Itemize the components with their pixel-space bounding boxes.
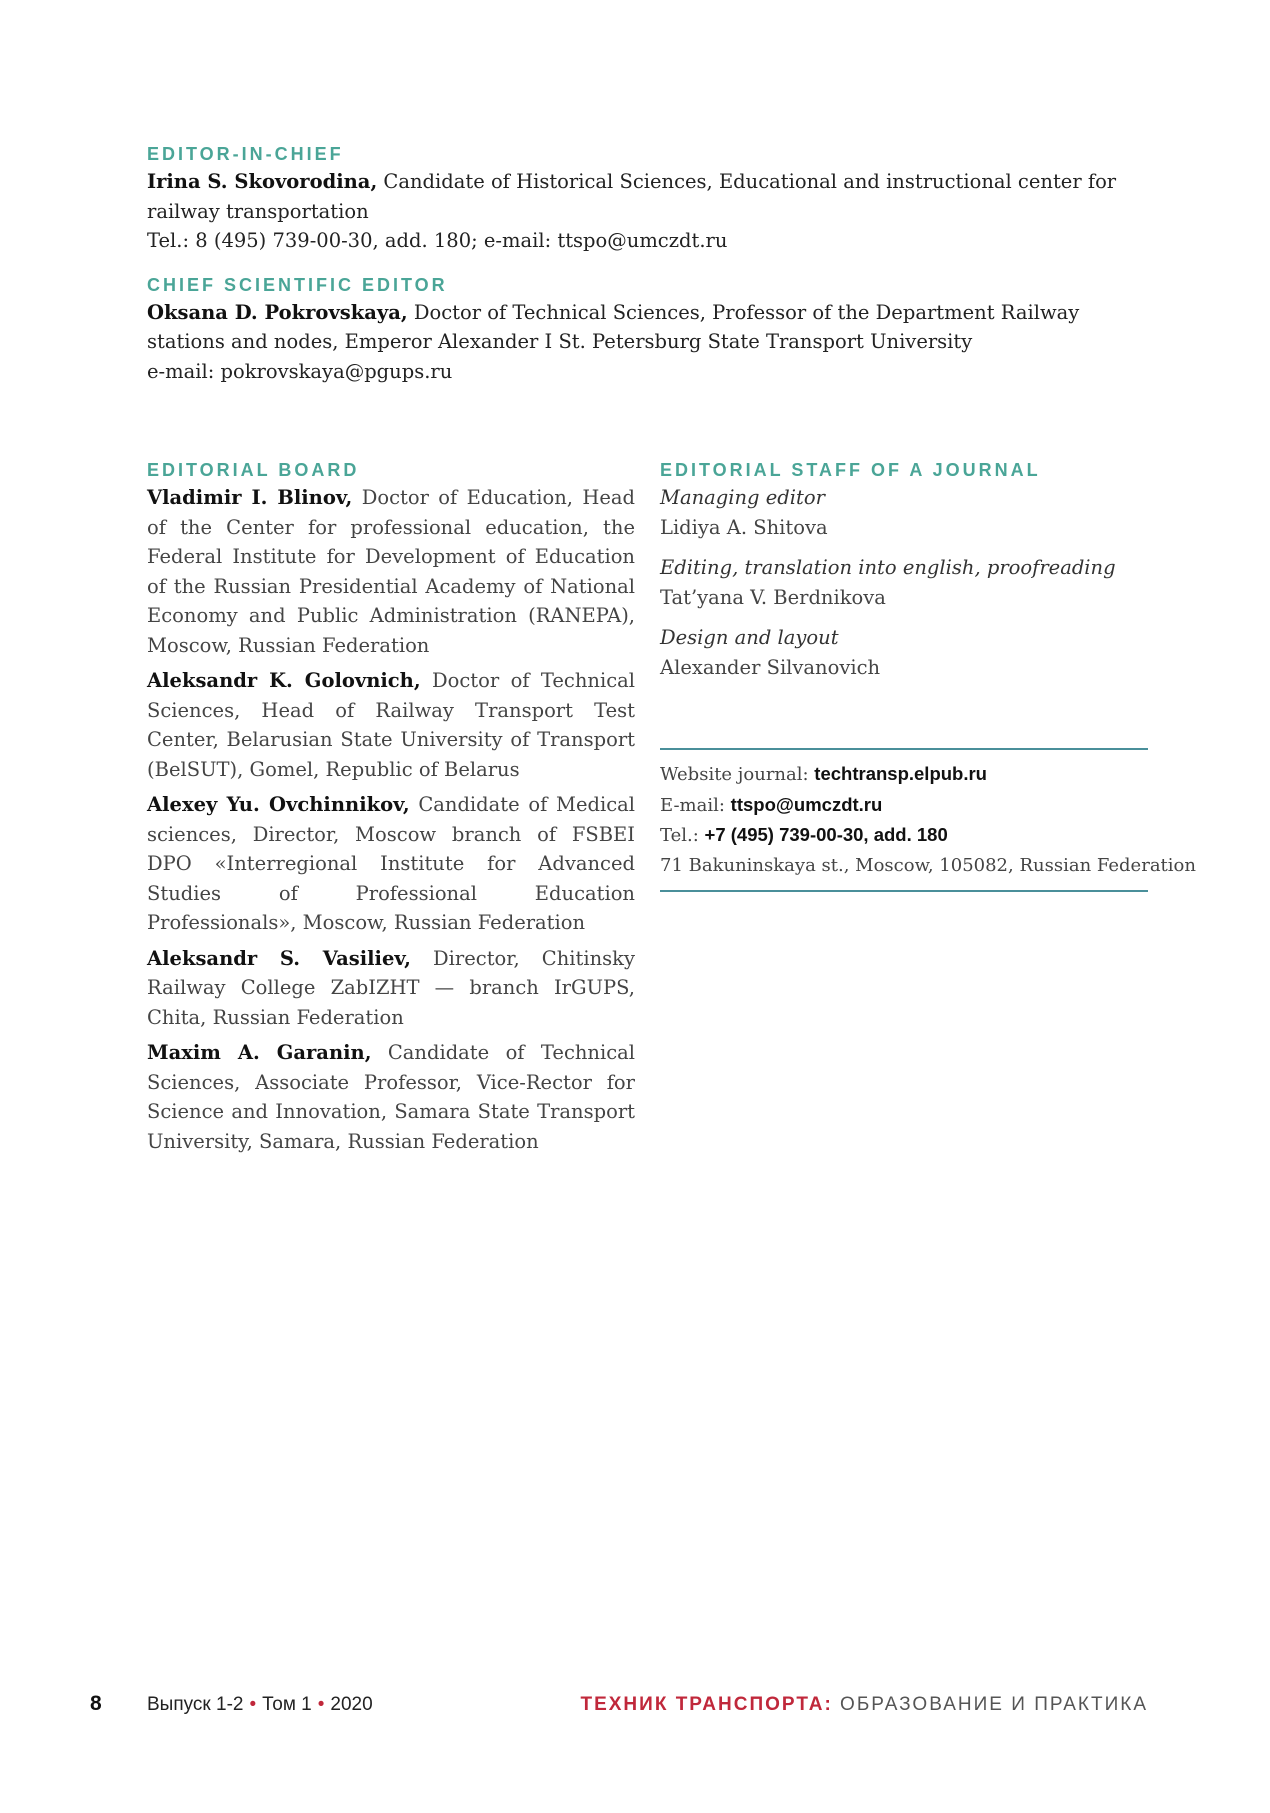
board-member-description: Doctor of Technical Sciences, Head of Railway Transport Test Center, Belarusian State University of Transport (BelSUT), Gomel, Republic of Belarus [147,669,635,781]
board-member [147,790,635,938]
staff-role-title: Managing editor [660,486,825,509]
tel-value: +7 (495) 739-00-30, add. 180 [704,824,948,845]
board-member-name: Alexey Yu. Ovchinnikov, [147,793,410,816]
email-label: E-mail: [660,794,731,816]
editor-in-chief-section [147,141,1137,256]
editorial-staff-column [660,457,1148,693]
tel-label: Tel.: [660,825,705,846]
separator-dot: • [317,1694,325,1715]
chief-scientific-editor-heading: CHIEF SCIENTIFIC EDITOR [147,274,448,295]
editorial-staff-heading: EDITORIAL STAFF OF A JOURNAL [660,460,1041,480]
board-member [147,1038,635,1156]
journal-contacts-box [660,748,1196,892]
volume-number: Том 1 [262,1694,312,1715]
website-link[interactable]: techtransp.elpub.ru [814,763,987,784]
issue-year: 2020 [330,1694,373,1715]
chief-scientific-editor-section [147,272,1137,387]
staff-role-person: Alexander Silvanovich [660,655,881,679]
page-footer [0,1688,1270,1728]
chief-scientific-editor-name: Oksana D. Pokrovskaya, [147,300,408,324]
staff-role-person: Tat’yana V. Berdnikova [660,585,886,609]
masthead-top [147,141,1137,402]
board-member-name: Maxim A. Garanin, [147,1041,372,1064]
chief-scientific-editor-contact: e-mail: pokrovskaya@pgups.ru [147,359,453,383]
journal-title-sub: ОБРАЗОВАНИЕ И ПРАКТИКА [832,1694,1148,1715]
website-label: Website journal: [660,764,815,785]
board-member-description: Candidate of Medical sciences, Director, Moscow branch of FSBEI DPO «Interregional Institute for Advanced Studies of Professional Education Professionals», Moscow, Russian Federation [147,793,635,934]
staff-role [660,483,1148,542]
editorial-board-column [147,457,635,1162]
staff-role [660,553,1148,612]
issue-info [147,1694,373,1716]
editor-in-chief-name: Irina S. Skovorodina, [147,170,378,193]
board-member [147,483,635,660]
issue-number: Выпуск 1-2 [147,1694,244,1715]
chief-scientific-editor-text [147,298,1137,357]
board-member [147,944,635,1033]
editor-in-chief-contact: Tel.: 8 (495) 739-00-30, add. 180; e-mail: ttspo@umczdt.ru [147,229,728,252]
separator-dot: • [249,1694,257,1715]
editor-in-chief-description: Candidate of Historical Sciences, Educational and instructional center for railway transportation [147,170,1117,223]
board-member-description: Candidate of Technical Sciences, Associate Professor, Vice-Rector for Science and Innovation, Samara State Transport University, Samara, Russian Federation [147,1041,635,1153]
website-row [660,759,1148,790]
staff-role [660,623,1148,682]
journal-title-main: ТЕХНИК ТРАНСПОРТА: [580,1694,833,1715]
email-row [660,790,1148,821]
editor-in-chief-text [147,167,1137,226]
email-link[interactable]: ttspo@umczdt.ru [730,793,883,815]
journal-title [580,1694,1148,1716]
editorial-board-heading: EDITORIAL BOARD [147,460,360,480]
board-member-description: Director, Chitinsky Railway College ZabIZHT — branch IrGUPS, Chita, Russian Federation [147,946,635,1029]
board-member-name: Aleksandr S. Vasiliev, [147,946,411,970]
address-row: 71 Bakuninskaya st., Moscow, 105082, Russian Federation [660,854,1196,876]
board-member-name: Vladimir I. Blinov, [147,486,353,509]
board-member [147,666,635,784]
staff-role-title: Editing, translation into english, proofreading [660,556,1116,579]
editor-in-chief-heading: EDITOR-IN-CHIEF [147,144,344,164]
staff-role-person: Lidiya A. Shitova [660,515,828,539]
tel-row [660,820,1148,851]
page-number: 8 [90,1692,102,1715]
staff-role-title: Design and layout [660,626,839,649]
board-member-description: Doctor of Education, Head of the Center for professional education, the Federal Institute for Development of Education of the Russian Presidential Academy of National Economy and Public Administration (RANEPA), Moscow, Russian Federation [147,486,635,657]
board-member-name: Aleksandr K. Golovnich, [147,669,421,692]
chief-scientific-editor-description: Doctor of Technical Sciences, Professor of the Department Railway stations and nodes, Emperor Alexander I St. Petersburg State Transport University [147,300,1080,353]
